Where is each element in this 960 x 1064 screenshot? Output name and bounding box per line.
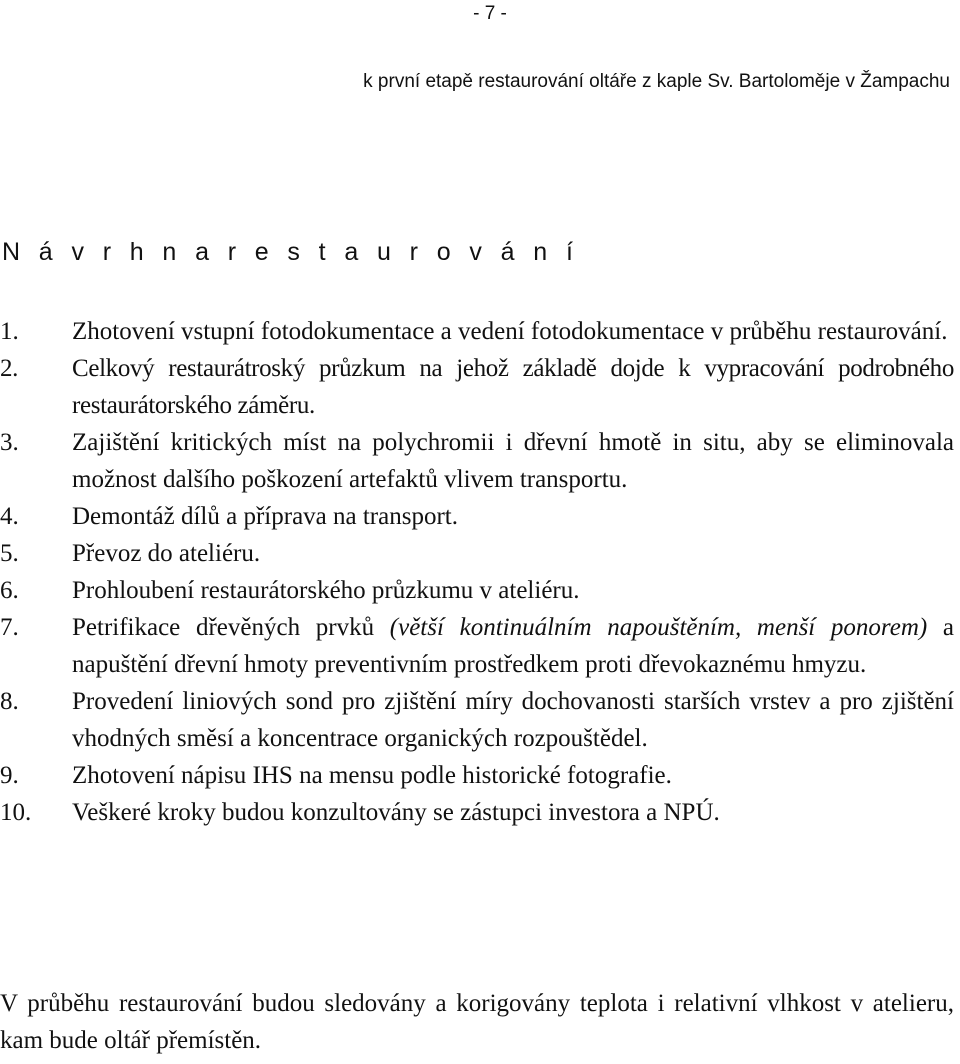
list-item-number: 3. [0,429,19,456]
list-item-text: Prohloubení restaurátorského průzkumu v ateliéru. [72,577,580,604]
list-item-text: Veškeré kroky budou konzultovány se zástupci investora a NPÚ. [72,799,720,826]
section-heading: N á v r h n a r e s t a u r o v á n í [2,238,579,266]
restoration-steps-list [0,313,954,831]
list-item-number: 7. [0,614,19,641]
list-item-text: a napuštění dřevní hmoty preventivním prostředkem proti dřevokaznému hmyzu. [72,614,954,678]
list-item-number: 2. [0,355,19,382]
page-number: - 7 - [473,3,507,24]
list-item [0,498,954,535]
list-item-number: 10. [0,799,32,826]
list-item-number: 1. [0,318,19,345]
list-item-text: Zhotovení vstupní fotodokumentace a vedení fotodokumentace v průběhu restaurování. [72,318,948,345]
list-item [0,313,954,350]
list-item-text: Celkový restaurátroský průzkum na jehož základě dojde k vypracování podrobného restaurátorského záměru. [72,355,954,419]
running-header: k první etapě restaurování oltáře z kaple Sv. Bartoloměje v Žampachu [363,71,950,92]
list-item [0,572,954,609]
list-item-number: 4. [0,503,19,530]
list-item [0,683,954,757]
list-item [0,609,954,683]
list-item-text: Demontáž dílů a příprava na transport. [72,503,458,530]
list-item-number: 9. [0,762,19,789]
list-item [0,350,954,424]
list-item-text: Převoz do ateliéru. [72,540,261,567]
list-item-number: 8. [0,688,19,715]
list-item [0,535,954,572]
list-item-text: Zhotovení nápisu IHS na mensu podle historické fotografie. [72,762,672,789]
list-item [0,424,954,498]
list-item-number: 6. [0,577,19,604]
list-item-text: Petrifikace dřevěných prvků [72,614,390,641]
list-item [0,757,954,794]
list-item-text: Zajištění kritických míst na polychromii i dřevní hmotě in situ, aby se eliminovala možnost dalšího poškození artefaktů vlivem transportu. [72,429,954,493]
list-item-number: 5. [0,540,19,567]
list-item [0,794,954,831]
list-item-text: Provedení liniových sond pro zjištění míry dochovanosti starších vrstev a pro zjištění vhodných směsí a koncentrace organických rozpouštědel. [72,688,954,752]
closing-paragraph: V průběhu restaurování budou sledovány a korigovány teplota i relativní vlhkost v atelieru, kam bude oltář přemístěn. [0,990,954,1054]
italic-note: (větší kontinuálním napouštěním, menší ponorem) [389,614,928,641]
